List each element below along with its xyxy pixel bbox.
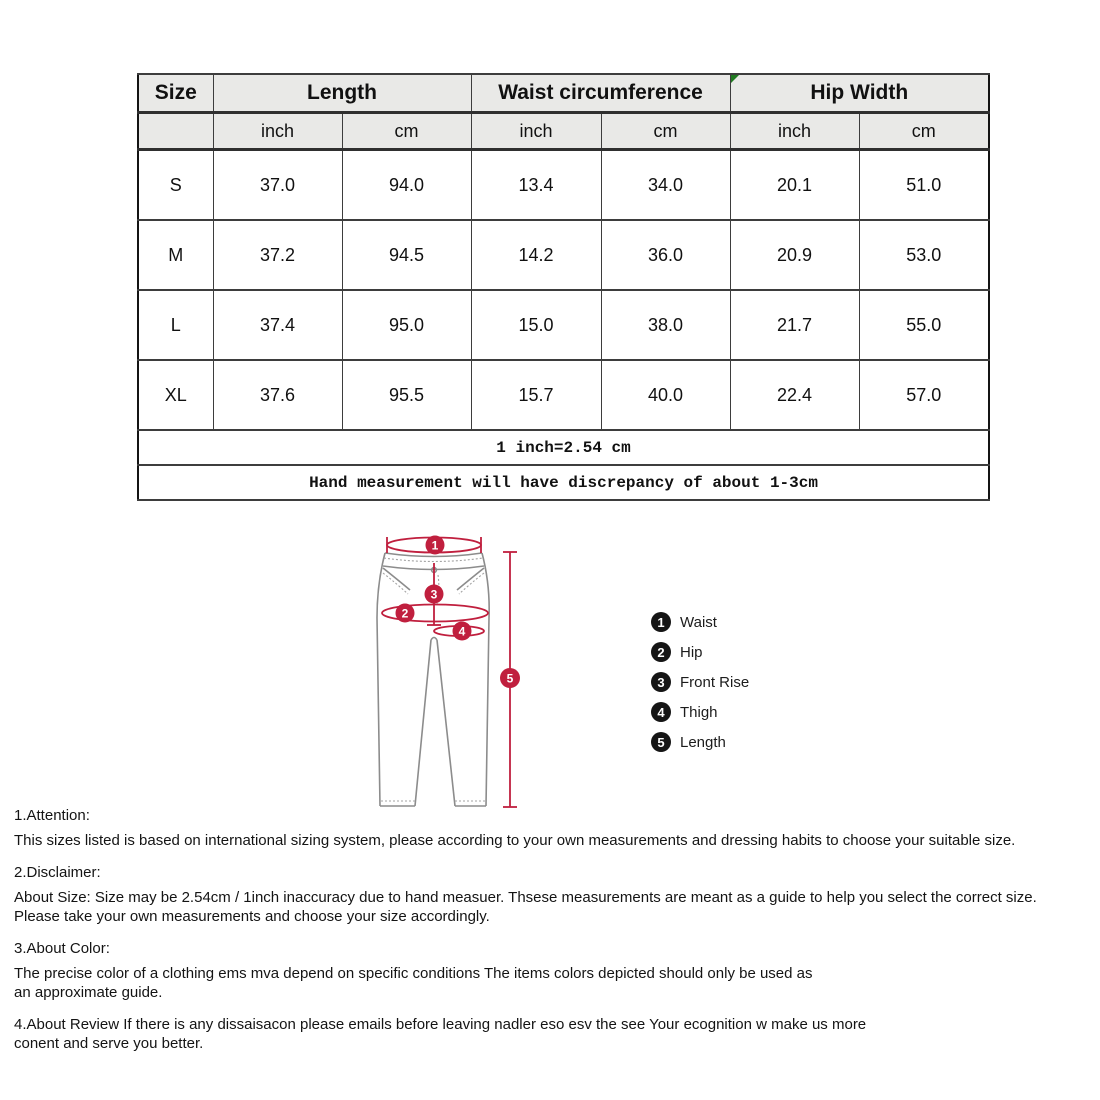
section-about-color	[14, 939, 1092, 1002]
unit-hip-inch: inch	[730, 113, 859, 150]
green-corner-marker-icon	[731, 75, 739, 83]
table-note-row	[138, 465, 989, 500]
table-units-row	[138, 113, 989, 150]
section-line: This sizes listed is based on international sizing system, please according to your own measurements and dressing habits to choose your suitable size.	[14, 832, 1016, 849]
legend-badge-4-icon: 4	[651, 702, 671, 722]
legend-label: Waist	[680, 613, 717, 631]
value-cell: 15.7	[471, 360, 601, 430]
value-cell: 13.4	[471, 150, 601, 221]
value-cell: 51.0	[859, 150, 989, 221]
value-cell: 22.4	[730, 360, 859, 430]
legend-badge-5-icon: 5	[651, 732, 671, 752]
notes-sections	[14, 806, 1092, 1066]
value-cell: 94.0	[342, 150, 471, 221]
legend-label: Front Rise	[680, 673, 750, 691]
inch-conversion-note: 1 inch=2.54 cm	[138, 430, 989, 465]
table-row-xl	[138, 360, 989, 430]
value-cell: 37.4	[213, 290, 342, 360]
section-line: The precise color of a clothing ems mva depend on specific conditions The items colors depicted should only be used as	[14, 965, 813, 982]
legend-item-front-rise	[651, 667, 749, 697]
svg-text:3: 3	[430, 587, 438, 602]
legend-label: Thigh	[680, 703, 718, 721]
measurement-markers	[396, 536, 521, 689]
value-cell: 37.0	[213, 150, 342, 221]
svg-text:2: 2	[401, 606, 409, 621]
section-line: About Size: Size may be 2.54cm / 1inch inaccuracy due to hand measuer. Thsese measurements are meant as a guide to help you select the correct size.	[14, 889, 1037, 906]
right-pocket	[457, 568, 484, 590]
section-heading: 1.Attention:	[14, 807, 90, 824]
value-cell: 94.5	[342, 220, 471, 290]
unit-hip-cm: cm	[859, 113, 989, 150]
value-cell: 57.0	[859, 360, 989, 430]
table-row-s	[138, 150, 989, 221]
section-heading: 2.Disclaimer:	[14, 864, 101, 881]
legend-badge-3-icon: 3	[651, 672, 671, 692]
legend-label: Length	[680, 733, 726, 751]
svg-text:5: 5	[506, 671, 514, 686]
pants-measurement-diagram	[370, 530, 530, 815]
svg-text:4: 4	[458, 624, 466, 639]
value-cell: 53.0	[859, 220, 989, 290]
legend-item-length	[651, 727, 749, 757]
section-heading: 3.About Color:	[14, 940, 110, 957]
size-cell: S	[138, 150, 213, 221]
svg-text:1: 1	[431, 538, 439, 553]
section-attention	[14, 806, 1092, 850]
legend-label: Hip	[680, 643, 703, 661]
col-header-length: Length	[213, 74, 471, 113]
legend-badge-2-icon: 2	[651, 642, 671, 662]
section-line: Please take your own measurements and choose your size accordingly.	[14, 908, 490, 925]
value-cell: 20.1	[730, 150, 859, 221]
size-table	[137, 73, 990, 501]
legend-badge-1-icon: 1	[651, 612, 671, 632]
value-cell: 38.0	[601, 290, 730, 360]
value-cell: 55.0	[859, 290, 989, 360]
unit-length-inch: inch	[213, 113, 342, 150]
table-header-row	[138, 74, 989, 113]
units-empty-cell	[138, 113, 213, 150]
col-header-hip-width-label: Hip Width	[810, 81, 909, 104]
value-cell: 37.6	[213, 360, 342, 430]
unit-waist-cm: cm	[601, 113, 730, 150]
size-cell: L	[138, 290, 213, 360]
legend-item-waist	[651, 607, 749, 637]
section-about-review	[14, 1015, 1092, 1053]
size-cell: M	[138, 220, 213, 290]
unit-length-cm: cm	[342, 113, 471, 150]
legend-item-hip	[651, 637, 749, 667]
value-cell: 36.0	[601, 220, 730, 290]
value-cell: 95.0	[342, 290, 471, 360]
measurement-lines	[382, 537, 517, 807]
measurement-legend	[651, 607, 749, 757]
value-cell: 40.0	[601, 360, 730, 430]
unit-waist-inch: inch	[471, 113, 601, 150]
value-cell: 15.0	[471, 290, 601, 360]
table-note-row	[138, 430, 989, 465]
value-cell: 20.9	[730, 220, 859, 290]
table-row-m	[138, 220, 989, 290]
section-disclaimer	[14, 863, 1092, 926]
section-line: an approximate guide.	[14, 984, 163, 1001]
col-header-waist: Waist circumference	[471, 74, 730, 113]
col-header-size: Size	[138, 74, 213, 113]
section-line: 4.About Review If there is any dissaisacon please emails before leaving nadler eso esv the see Your ecognition w make us more	[14, 1016, 867, 1033]
section-line: conent and serve you better.	[14, 1035, 204, 1052]
value-cell: 95.5	[342, 360, 471, 430]
value-cell: 34.0	[601, 150, 730, 221]
table-row-l	[138, 290, 989, 360]
col-header-hip-width	[730, 74, 989, 113]
left-pocket	[383, 568, 410, 590]
hand-measurement-note: Hand measurement will have discrepancy of about 1-3cm	[138, 465, 989, 500]
value-cell: 21.7	[730, 290, 859, 360]
legend-item-thigh	[651, 697, 749, 727]
value-cell: 37.2	[213, 220, 342, 290]
size-cell: XL	[138, 360, 213, 430]
value-cell: 14.2	[471, 220, 601, 290]
